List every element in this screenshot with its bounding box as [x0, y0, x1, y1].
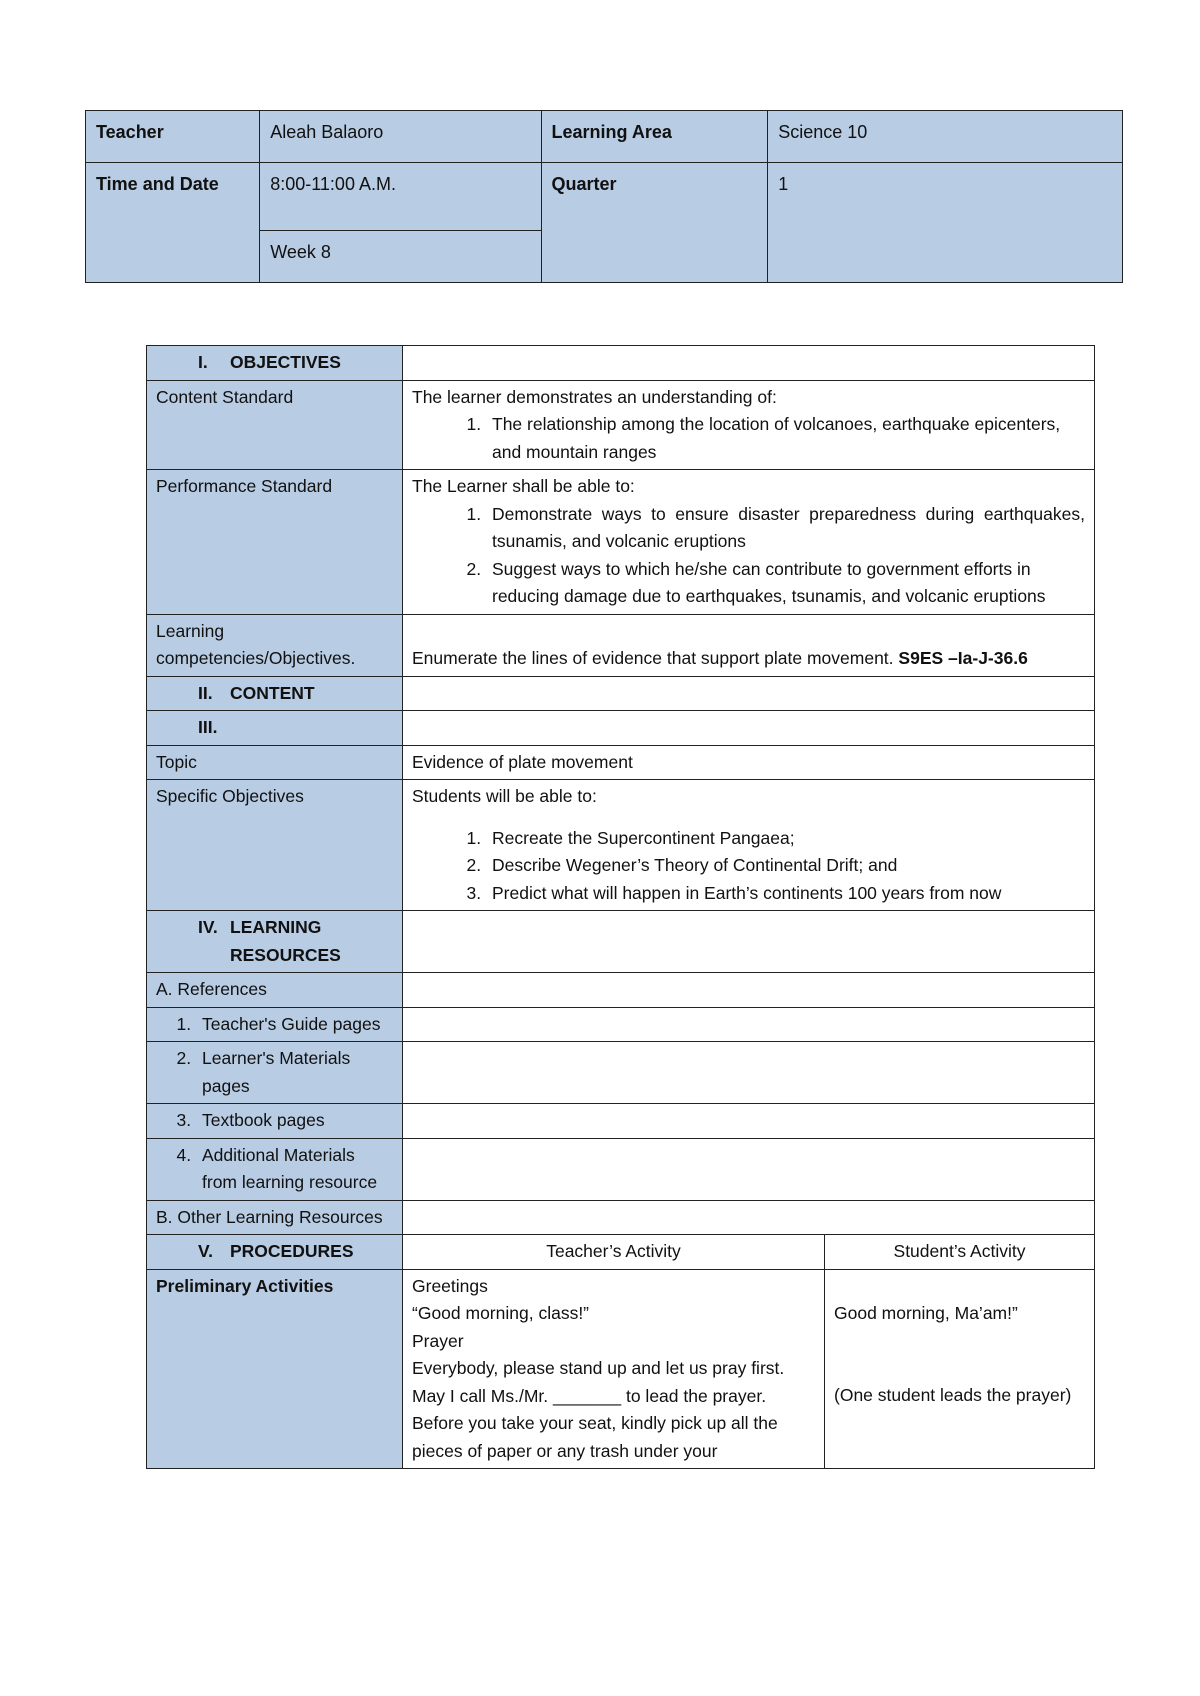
teacher-line: Before you take your seat, kindly pick up all the pieces of paper or any trash under your [412, 1413, 778, 1461]
reference-item: 4. Additional Materials from learning resource [196, 1142, 393, 1197]
competencies-row: Learning competencies/Objectives. Enumerate the lines of evidence that support plate movement. S9ES –Ia-J-36.6 [147, 614, 1095, 676]
student-activity-heading: Student’s Activity [825, 1235, 1095, 1270]
teacher-activity-heading: Teacher’s Activity [403, 1235, 825, 1270]
performance-standard-row [147, 470, 1095, 615]
topic-value: Evidence of plate movement [403, 745, 1095, 780]
specific-objectives-label: Specific Objectives [147, 780, 403, 911]
list-item: 1. Recreate the Supercontinent Pangaea; [486, 825, 1085, 853]
performance-standard-label: Performance Standard [147, 470, 403, 615]
competencies-label: Learning [156, 620, 225, 641]
performance-standard-intro: The Learner shall be able to: [412, 476, 635, 496]
content-standard-row [147, 380, 1095, 470]
learning-area-value: Science 10 [768, 111, 1123, 163]
competencies-text: Enumerate the lines of evidence that support plate movement. [412, 647, 894, 668]
teacher-label: Teacher [86, 111, 260, 163]
time-value: 8:00-11:00 A.M. [260, 163, 541, 231]
topic-row [147, 745, 1095, 780]
time-date-label: Time and Date [86, 163, 260, 283]
list-item: 1. Demonstrate ways to ensure disaster preparedness during earthquakes, tsunamis, and volcanic eruptions [486, 501, 1085, 556]
specific-objectives-intro: Students will be able to: [412, 786, 597, 806]
student-line: Good morning, Ma’am!” [834, 1302, 1018, 1323]
quarter-label: Quarter [541, 163, 768, 283]
student-line: (One student leads the prayer) [834, 1385, 1072, 1405]
teacher-value: Aleah Balaoro [260, 111, 541, 163]
section-procedures: V. PROCEDURES [147, 1235, 403, 1270]
lesson-plan-table [146, 345, 1095, 1469]
week-value: Week 8 [260, 231, 541, 283]
learning-area-label: Learning Area [541, 111, 768, 163]
content-standard-intro: The learner demonstrates an understanding of: [412, 386, 777, 407]
teacher-line: Prayer [412, 1330, 464, 1351]
teacher-line: “Good morning, class!” [412, 1303, 590, 1323]
competency-code: S9ES –Ia-J-36.6 [898, 647, 1028, 668]
reference-item: 3. Textbook pages [196, 1107, 393, 1135]
preliminary-activities-row [147, 1269, 1095, 1469]
other-resources-label: B. Other Learning Resources [147, 1200, 403, 1235]
list-item: 1. The relationship among the location of volcanoes, earthquake epicenters, and mountain ranges [486, 411, 1085, 466]
list-item: 3. Predict what will happen in Earth’s continents 100 years from now [486, 880, 1085, 908]
reference-item: 2. Learner's Materials pages [196, 1045, 393, 1100]
teacher-line: Everybody, please stand up and let us pray first. May I call Ms./Mr. _______ to lead the prayer. [412, 1358, 785, 1406]
list-item: 2. Suggest ways to which he/she can contribute to government efforts in reducing damage due to earthquakes, tsunamis, and volcanic eruptions [486, 556, 1085, 611]
list-item: 2. Describe Wegener’s Theory of Continental Drift; and [486, 852, 1085, 880]
section-objectives: I. OBJECTIVES [147, 346, 403, 381]
section-content: II. CONTENT [147, 676, 403, 711]
references-label: A. References [147, 973, 403, 1008]
preliminary-activities-label: Preliminary Activities [147, 1269, 403, 1469]
teacher-line: Greetings [412, 1275, 488, 1296]
reference-item: 1. Teacher's Guide pages [196, 1011, 393, 1039]
header-table [85, 110, 1123, 283]
content-standard-label: Content Standard [147, 380, 403, 470]
section-three: III. [147, 711, 403, 746]
section-learning-resources: IV. LEARNING RESOURCES [147, 911, 403, 973]
quarter-value: 1 [768, 163, 1123, 283]
topic-label: Topic [147, 745, 403, 780]
specific-objectives-row [147, 780, 1095, 911]
